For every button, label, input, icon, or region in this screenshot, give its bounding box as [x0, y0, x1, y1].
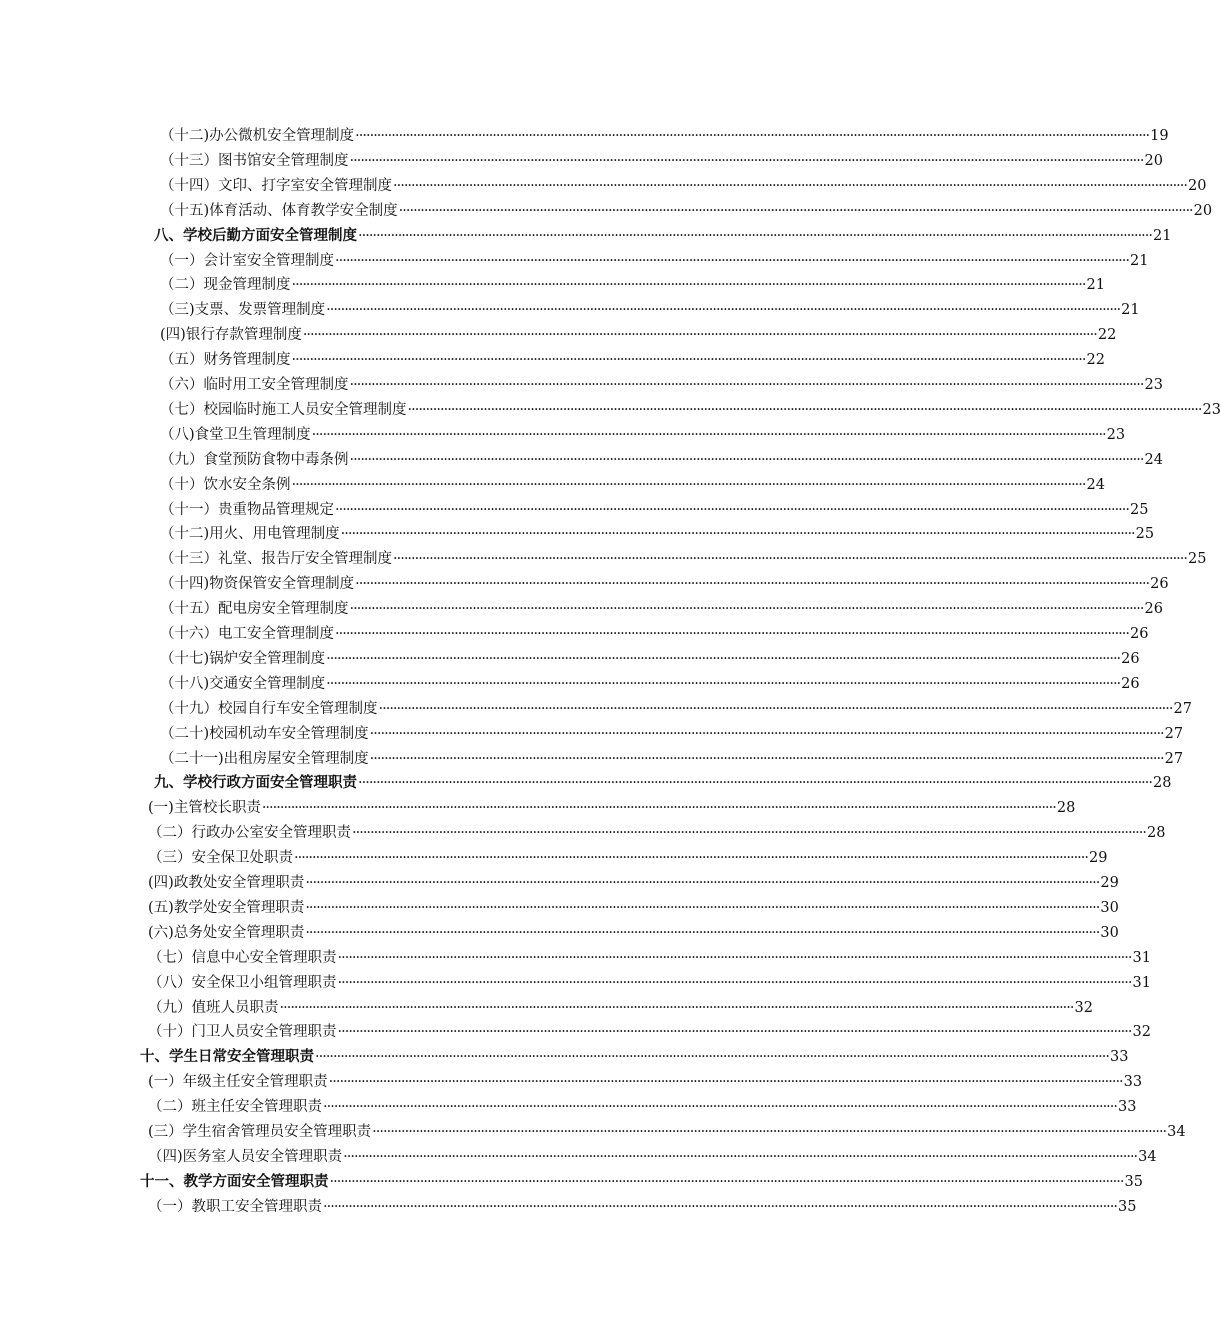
dot-leader: ····························································································································································································································: [340, 526, 1135, 542]
toc-page-number: 22: [1097, 327, 1117, 343]
toc-page-number: 21: [1121, 302, 1140, 318]
dot-leader: ····························································································································································································································: [337, 950, 1132, 966]
toc-page-number: 21: [1130, 253, 1149, 269]
toc-entry-title: （十三）图书馆安全管理制度: [160, 153, 349, 169]
toc-entry-title: （十四)物资保管安全管理制度: [160, 576, 355, 592]
dot-leader: ····························································································································································································································: [355, 576, 1150, 592]
toc-entry-title: （九）值班人员职责: [148, 1000, 279, 1016]
dot-leader: ····························································································································································································································: [343, 1149, 1138, 1165]
dot-leader: ····························································································································································································································: [337, 1024, 1132, 1040]
toc-entry-title: （二十一)出租房屋安全管理制度: [160, 751, 369, 767]
dot-leader: ····························································································································································································································: [349, 601, 1144, 617]
toc-entry-title: （三）安全保卫处职责: [148, 850, 293, 866]
toc-entry: [160, 524, 1155, 544]
dot-leader: ····························································································································································································································: [302, 327, 1097, 343]
toc-section-title: 十一、教学方面安全管理职责: [140, 1173, 329, 1190]
dot-leader: ····························································································································································································································: [315, 1049, 1110, 1065]
toc-page-number: 31: [1132, 975, 1151, 991]
toc-page-number: 20: [1188, 178, 1207, 194]
toc-entry: [160, 126, 1169, 146]
toc-page-number: 24: [1086, 477, 1105, 493]
dot-leader: ····························································································································································································································: [337, 975, 1132, 991]
toc-page-number: 34: [1138, 1149, 1157, 1165]
toc-entry: [148, 1072, 1143, 1092]
toc-entry: [160, 724, 1184, 744]
dot-leader: ····························································································································································································································: [349, 153, 1144, 169]
toc-page-number: 34: [1167, 1124, 1186, 1140]
toc-entry-title: （十九）校园自行车安全管理制度: [160, 701, 378, 717]
dot-leader: ····························································································································································································································: [291, 477, 1086, 493]
dot-leader: ····························································································································································································································: [335, 253, 1130, 269]
toc-entry: [148, 948, 1151, 968]
toc-entry: [148, 898, 1119, 918]
dot-leader: ····························································································································································································································: [305, 925, 1100, 941]
toc-entry: [160, 749, 1184, 769]
toc-entry-title: （十六）电工安全管理制度: [160, 626, 334, 642]
toc-entry: [160, 574, 1169, 594]
toc-section-title: 八、学校后勤方面安全管理制度: [154, 227, 357, 244]
toc-entry-title: （四)医务室人员安全管理职责: [148, 1149, 343, 1165]
toc-page-number: 28: [1056, 800, 1076, 816]
toc-entry-title: （七）校园临时施工人员安全管理制度: [160, 402, 407, 418]
toc-page-number: 32: [1132, 1024, 1151, 1040]
toc-entry: [140, 1047, 1129, 1067]
toc-entry-title: （十三）礼堂、报告厅安全管理制度: [160, 551, 392, 567]
toc-page-number: 26: [1150, 576, 1169, 592]
toc-page-number: 32: [1074, 1000, 1093, 1016]
toc-entry-title: （九）食堂预防食物中毒条例: [160, 452, 349, 468]
toc-entry: [160, 674, 1140, 694]
toc-page-number: 20: [1144, 153, 1163, 169]
toc-entry-title: （八）安全保卫小组管理职责: [148, 975, 337, 991]
toc-page-number: 26: [1121, 676, 1140, 692]
toc-page-number: 27: [1164, 751, 1184, 767]
toc-page-number: 20: [1193, 203, 1213, 219]
toc-entry: [148, 1097, 1137, 1117]
toc-entry: [148, 1197, 1137, 1217]
toc-entry-title: (一)主管校长职责: [148, 800, 261, 816]
toc-page-number: 26: [1144, 601, 1163, 617]
toc-entry: [160, 500, 1149, 520]
toc-entry-title: （十八)交通安全管理制度: [160, 676, 326, 692]
toc-entry-title: （二十)校园机动车安全管理制度: [160, 726, 369, 742]
dot-leader: ····························································································································································································································: [358, 775, 1153, 791]
toc-page-number: 25: [1135, 526, 1155, 542]
toc-entry-title: （十五)体育活动、体育教学安全制度: [160, 203, 398, 219]
dot-leader: ····························································································································································································································: [261, 800, 1056, 816]
toc-entry-title: （六）临时用工安全管理制度: [160, 377, 349, 393]
dot-leader: ····························································································································································································································: [326, 302, 1121, 318]
toc-page-number: 26: [1121, 651, 1140, 667]
toc-page-number: 35: [1118, 1199, 1137, 1215]
toc-entry: [148, 1147, 1157, 1167]
toc-entry-title: （十四）文印、打字室安全管理制度: [160, 178, 392, 194]
toc-entry-title: （七）信息中心安全管理职责: [148, 950, 337, 966]
toc-entry-title: （二）现金管理制度: [160, 277, 291, 293]
toc-page-number: 28: [1147, 825, 1166, 841]
toc-section-title: 九、学校行政方面安全管理职责: [154, 774, 357, 791]
toc-entry: [160, 425, 1126, 445]
toc-entry-title: （十二)办公微机安全管理制度: [160, 128, 355, 144]
toc-page-number: 35: [1124, 1174, 1143, 1190]
dot-leader: ····························································································································································································································: [329, 1174, 1124, 1190]
dot-leader: ····························································································································································································································: [291, 277, 1086, 293]
dot-leader: ····························································································································································································································: [328, 1074, 1123, 1090]
toc-entry: [148, 923, 1119, 943]
toc-entry: [160, 450, 1163, 470]
dot-leader: ····························································································································································································································: [294, 850, 1089, 866]
toc-entry: [154, 226, 1172, 246]
dot-leader: ····························································································································································································································: [407, 402, 1202, 418]
dot-leader: ····························································································································································································································: [355, 128, 1150, 144]
toc-page-number: 23: [1106, 427, 1126, 443]
dot-leader: ····························································································································································································································: [323, 1099, 1118, 1115]
dot-leader: ····························································································································································································································: [311, 427, 1106, 443]
toc-entry: [160, 325, 1117, 345]
dot-leader: ····························································································································································································································: [398, 203, 1193, 219]
toc-page-number: 25: [1188, 551, 1207, 567]
toc-page-number: 21: [1086, 277, 1105, 293]
dot-leader: ····························································································································································································································: [378, 701, 1173, 717]
toc-page-number: 22: [1086, 352, 1105, 368]
toc-page-number: 25: [1130, 502, 1149, 518]
dot-leader: ····························································································································································································································: [372, 1124, 1167, 1140]
toc-entry: [160, 176, 1207, 196]
toc-entry: [148, 973, 1151, 993]
dot-leader: ····························································································································································································································: [335, 502, 1130, 518]
toc-entry: [160, 350, 1105, 370]
toc-entry-title: (五)教学处安全管理职责: [148, 900, 305, 916]
toc-entry: [148, 823, 1166, 843]
toc-entry-title: （二）行政办公室安全管理职责: [148, 825, 351, 841]
toc-entry: [160, 275, 1105, 295]
toc-entry-title: （十七)锅炉安全管理制度: [160, 651, 326, 667]
toc-entry-title: （八)食堂卫生管理制度: [160, 427, 311, 443]
toc-entry: [160, 475, 1105, 495]
toc-page-number: 33: [1110, 1049, 1129, 1065]
dot-leader: ····························································································································································································································: [335, 626, 1130, 642]
toc-entry: [148, 1022, 1151, 1042]
toc-page-number: 23: [1144, 377, 1163, 393]
dot-leader: ····························································································································································································································: [349, 452, 1144, 468]
toc-entry-title: (四)政教处安全管理职责: [148, 875, 305, 891]
toc-entry: [160, 599, 1163, 619]
toc-entry-title: (三）学生宿舍管理员安全管理职责: [148, 1124, 372, 1140]
dot-leader: ····························································································································································································································: [326, 651, 1121, 667]
toc-entry-title: (一）年级主任安全管理职责: [148, 1074, 328, 1090]
toc-entry-title: （二）班主任安全管理职责: [148, 1099, 322, 1115]
dot-leader: ····························································································································································································································: [279, 1000, 1074, 1016]
toc-entry: [154, 773, 1172, 793]
toc-entry: [148, 998, 1093, 1018]
toc-entry-title: （一）教职工安全管理职责: [148, 1199, 322, 1215]
toc-entry-title: （十二)用火、用电管理制度: [160, 526, 340, 542]
toc-entry: [160, 201, 1213, 221]
dot-leader: ····························································································································································································································: [352, 825, 1147, 841]
toc-page-number: 31: [1132, 950, 1151, 966]
toc-page-number: 27: [1173, 701, 1192, 717]
toc-page-number: 33: [1118, 1099, 1137, 1115]
toc-entry-title: (六)总务处安全管理职责: [148, 925, 305, 941]
toc-page-number: 24: [1144, 452, 1163, 468]
toc-entry-title: （十）门卫人员安全管理职责: [148, 1024, 337, 1040]
toc-entry: [160, 251, 1149, 271]
toc-entry: [160, 699, 1192, 719]
toc-entry: [160, 400, 1221, 420]
toc-entry-title: (四)银行存款管理制度: [160, 327, 302, 343]
toc-entry: [160, 375, 1163, 395]
toc-entry: [148, 798, 1076, 818]
dot-leader: ····························································································································································································································: [326, 676, 1121, 692]
toc-entry: [160, 649, 1140, 669]
toc-entry: [148, 848, 1108, 868]
toc-page-number: 23: [1202, 402, 1221, 418]
toc-page-number: 30: [1100, 925, 1119, 941]
dot-leader: ····························································································································································································································: [393, 551, 1188, 567]
toc-entry: [148, 1122, 1186, 1142]
toc-entry-title: （十）饮水安全条例: [160, 477, 291, 493]
toc-page-number: 29: [1089, 850, 1108, 866]
toc-entry: [160, 549, 1207, 569]
toc-section-title: 十、学生日常安全管理职责: [140, 1048, 314, 1065]
toc-page-number: 21: [1153, 228, 1172, 244]
toc-entry: [140, 1172, 1143, 1192]
dot-leader: ····························································································································································································································: [305, 875, 1100, 891]
dot-leader: ····························································································································································································································: [305, 900, 1100, 916]
toc-page-number: 19: [1150, 128, 1169, 144]
toc-entry-title: （一）会计室安全管理制度: [160, 253, 334, 269]
toc-entry: [160, 151, 1163, 171]
toc-page-number: 26: [1130, 626, 1149, 642]
dot-leader: ····························································································································································································································: [358, 228, 1153, 244]
dot-leader: ····························································································································································································································: [291, 352, 1086, 368]
toc-entry: [160, 300, 1140, 320]
toc-page-number: 27: [1164, 726, 1184, 742]
toc-page-number: 28: [1153, 775, 1172, 791]
toc-page-number: 30: [1100, 900, 1119, 916]
toc-entry-title: （十五）配电房安全管理制度: [160, 601, 349, 617]
dot-leader: ····························································································································································································································: [393, 178, 1188, 194]
dot-leader: ····························································································································································································································: [369, 751, 1164, 767]
dot-leader: ····························································································································································································································: [369, 726, 1164, 742]
toc-entry: [160, 624, 1149, 644]
toc-page-number: 33: [1123, 1074, 1143, 1090]
toc-entry-title: （五）财务管理制度: [160, 352, 291, 368]
toc-entry-title: （十一）贵重物品管理规定: [160, 502, 334, 518]
toc-entry-title: （三)支票、发票管理制度: [160, 302, 326, 318]
dot-leader: ····························································································································································································································: [349, 377, 1144, 393]
toc-entry: [148, 873, 1119, 893]
dot-leader: ····························································································································································································································: [323, 1199, 1118, 1215]
toc-page-number: 29: [1100, 875, 1119, 891]
